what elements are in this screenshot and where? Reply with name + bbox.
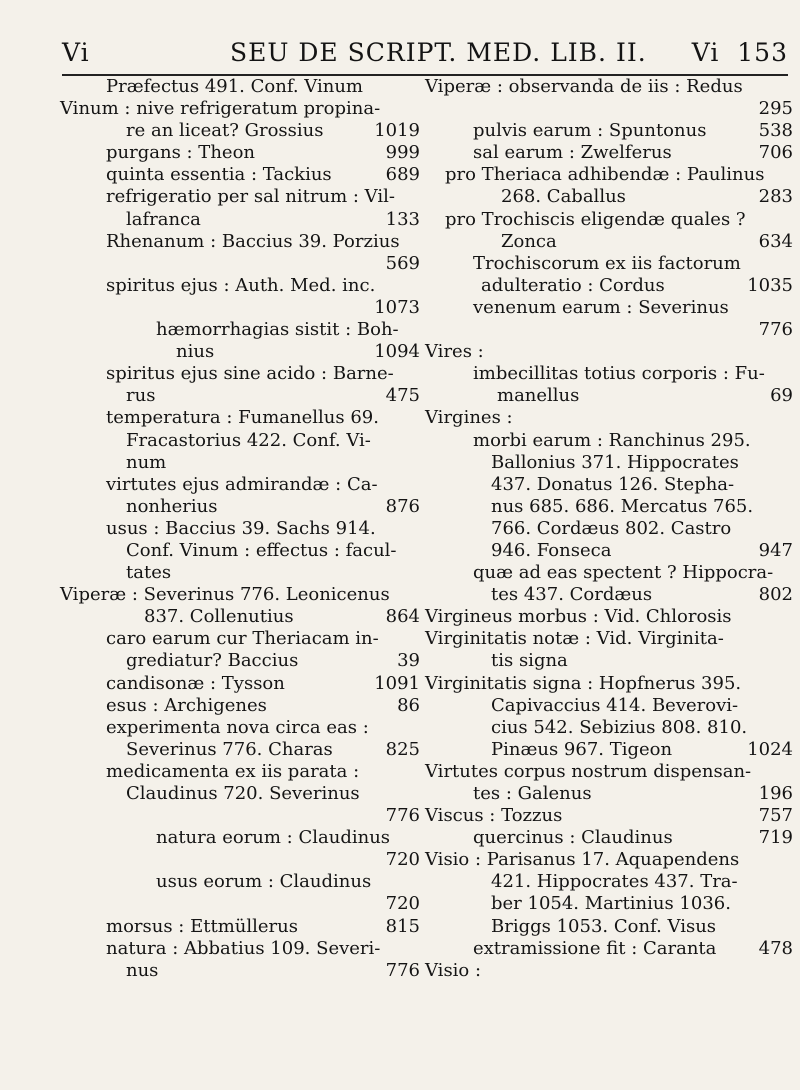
entry-text: Conf. Vinum : effectus : facul- (126, 539, 397, 561)
index-line (60, 275, 420, 297)
index-line (60, 363, 420, 385)
index-line (425, 871, 793, 893)
entry-text: Viperæ : observanda de iis : Redus (425, 76, 743, 97)
index-line (425, 960, 793, 982)
index-line (425, 209, 793, 231)
entry-text: Viscus : Tozzus (425, 805, 563, 827)
entry-text: num (126, 451, 167, 473)
entry-text: Severinus 776. Charas (126, 738, 333, 760)
index-line (425, 452, 793, 474)
entry-text: Præfectus 491. Conf. Vinum (106, 76, 363, 97)
entry-text: Capivaccius 414. Beverovi- (491, 694, 739, 716)
entry-page-ref: 295 (758, 98, 793, 120)
index-line (60, 164, 420, 186)
index-line (425, 319, 793, 341)
index-line (425, 673, 793, 695)
entry-page-ref: 478 (758, 937, 793, 959)
index-line (425, 231, 793, 253)
index-line (60, 827, 420, 849)
entry-text: tes : Galenus (473, 783, 592, 804)
entry-text: Rhenanum : Baccius 39. Porzius (106, 230, 400, 252)
index-line (60, 562, 420, 584)
index-line (425, 717, 793, 739)
entry-text: medicamenta ex iis parata : (106, 760, 360, 782)
entry-text: spiritus ejus : Auth. Med. inc. (106, 274, 376, 296)
entry-page-ref: 283 (758, 186, 793, 208)
index-line (60, 783, 420, 805)
index-line (60, 518, 420, 540)
index-line (60, 849, 420, 871)
index-line (425, 805, 793, 827)
entry-text: morsus : Ettmüllerus (106, 915, 298, 937)
entry-page-ref: 720 (385, 893, 420, 915)
index-line (60, 761, 420, 783)
entry-page-ref: 876 (385, 495, 420, 517)
index-line (60, 98, 420, 120)
index-line (425, 385, 793, 407)
entry-text: refrigeratio per sal nitrum : Vil- (106, 186, 395, 208)
entry-text: adulteratio : Cordus (481, 274, 665, 296)
entry-page-ref: 719 (758, 827, 793, 849)
index-line (425, 916, 793, 938)
index-line (60, 319, 420, 341)
entry-text: manellus (497, 385, 580, 407)
entry-page-ref: 706 (758, 142, 793, 164)
index-line (425, 827, 793, 849)
entry-text: natura eorum : Claudinus (156, 827, 391, 849)
entry-text: Trochiscorum ex iis factorum (473, 252, 741, 274)
entry-text: spiritus ejus sine acido : Barne- (106, 363, 394, 385)
index-line (425, 164, 793, 186)
index-line (425, 363, 793, 385)
index-line (60, 540, 420, 562)
entry-text: 421. Hippocrates 437. Tra- (491, 871, 738, 893)
entry-text: nonherius (126, 495, 218, 517)
index-line (60, 739, 420, 761)
index-line (425, 739, 793, 761)
entry-text: Visio : Parisanus 17. Aquapendens (425, 849, 740, 871)
entry-page-ref: 569 (385, 252, 420, 274)
entry-page-ref: 86 (397, 694, 420, 716)
header-right-letter: Vi (691, 38, 720, 67)
index-line (60, 938, 420, 960)
entry-text: hæmorrhagias sistit : Boh- (156, 319, 399, 341)
entry-text: Virtutes corpus nostrum dispensan- (425, 760, 752, 782)
index-line (425, 761, 793, 783)
index-line (425, 253, 793, 275)
entry-page-ref: 1094 (374, 341, 420, 363)
entry-page-ref: 1073 (374, 296, 420, 318)
entry-text: Virgineus morbus : Vid. Chlorosis (425, 606, 732, 628)
entry-page-ref: 802 (758, 584, 793, 606)
index-line (60, 452, 420, 474)
index-line (425, 120, 793, 142)
entry-text: lafranca (126, 208, 201, 230)
index-line (60, 186, 420, 208)
index-line (60, 430, 420, 452)
entry-text: pro Theriaca adhibendæ : Paulinus (445, 164, 765, 186)
entry-text: extramissione fit : Caranta (473, 937, 717, 959)
entry-page-ref: 475 (385, 385, 420, 407)
page-number: 153 (737, 38, 788, 67)
index-line (425, 849, 793, 871)
index-line (60, 871, 420, 893)
index-line (425, 430, 793, 452)
entry-page-ref: 634 (758, 230, 793, 252)
index-line (425, 650, 793, 672)
entry-text: quæ ad eas spectent ? Hippocra- (473, 562, 774, 584)
header-title: SEU DE SCRIPT. MED. LIB. II. (230, 38, 647, 67)
entry-text: esus : Archigenes (106, 694, 267, 716)
entry-text: 268. Caballus (501, 186, 626, 208)
index-line (60, 231, 420, 253)
entry-text: Virginitatis signa : Hopfnerus 395. (425, 672, 742, 694)
entry-text: nius (176, 341, 215, 363)
entry-text: morbi earum : Ranchinus 295. (473, 429, 751, 451)
entry-page-ref: 947 (758, 539, 793, 561)
entry-text: Visio : (425, 959, 482, 981)
entry-text: re an liceat? Grossius (126, 120, 324, 142)
index-line (60, 297, 420, 319)
entry-text: usus eorum : Claudinus (156, 871, 372, 893)
entry-text: nus (126, 959, 159, 981)
entry-text: Vires : (425, 341, 484, 363)
entry-text: imbecillitas totius corporis : Fu- (473, 363, 765, 385)
index-line (60, 76, 420, 98)
entry-page-ref: 196 (758, 783, 793, 804)
entry-text: purgans : Theon (106, 142, 255, 164)
entry-text: usus : Baccius 39. Sachs 914. (106, 517, 376, 539)
header-left-letter: Vi (62, 38, 90, 67)
index-line (60, 253, 420, 275)
entry-page-ref: 825 (385, 738, 420, 760)
entry-text: temperatura : Fumanellus 69. (106, 407, 379, 429)
entry-text: grediatur? Baccius (126, 650, 299, 672)
entry-text: pro Trochiscis eligendæ quales ? (445, 208, 746, 230)
index-line (425, 562, 793, 584)
entry-text: virtutes ejus admirandæ : Ca- (106, 473, 378, 495)
index-line (60, 673, 420, 695)
entry-page-ref: 720 (385, 849, 420, 871)
entry-text: Virgines : (425, 407, 513, 429)
index-line (60, 120, 420, 142)
index-line (60, 474, 420, 496)
index-line (425, 938, 793, 960)
entry-text: tes 437. Cordæus (491, 584, 653, 606)
entry-text: pulvis earum : Spuntonus (473, 120, 707, 142)
entry-page-ref: 689 (385, 164, 420, 186)
left-column (60, 76, 420, 982)
entry-text: ber 1054. Martinius 1036. (491, 893, 731, 915)
index-line (425, 695, 793, 717)
entry-page-ref: 864 (385, 606, 420, 628)
index-line (425, 496, 793, 518)
entry-page-ref: 1024 (747, 738, 793, 760)
index-line (60, 606, 420, 628)
header-right (692, 38, 788, 67)
index-line (425, 584, 793, 606)
index-line (425, 540, 793, 562)
entry-text: natura : Abbatius 109. Severi- (106, 937, 381, 959)
right-column (425, 76, 793, 982)
index-line (60, 717, 420, 739)
index-line (425, 606, 793, 628)
entry-page-ref: 69 (770, 385, 793, 407)
entry-text: venenum earum : Severinus (473, 296, 729, 318)
entry-page-ref: 1019 (374, 120, 420, 142)
index-line (60, 916, 420, 938)
entry-text: quercinus : Claudinus (473, 827, 673, 849)
index-line (60, 650, 420, 672)
entry-text: 437. Donatus 126. Stepha- (491, 473, 735, 495)
entry-text: Viperæ : Severinus 776. Leonicenus (60, 584, 390, 606)
index-line (425, 341, 793, 363)
entry-text: nus 685. 686. Mercatus 765. (491, 495, 754, 517)
entry-text: quinta essentia : Tackius (106, 164, 332, 186)
entry-page-ref: 815 (385, 915, 420, 937)
entry-text: Pinæus 967. Tigeon (491, 738, 673, 760)
index-line (425, 142, 793, 164)
index-line (60, 805, 420, 827)
entry-text: rus (126, 385, 156, 407)
index-line (60, 695, 420, 717)
entry-text: tates (126, 562, 172, 584)
entry-text: Briggs 1053. Conf. Visus (491, 915, 717, 937)
entry-text: cius 542. Sebizius 808. 810. (491, 716, 748, 738)
entry-page-ref: 538 (758, 120, 793, 142)
index-line (425, 186, 793, 208)
entry-text: Virginitatis notæ : Vid. Virginita- (425, 628, 724, 650)
index-line (425, 628, 793, 650)
index-line (425, 76, 793, 98)
index-line (425, 407, 793, 429)
entry-text: tis signa (491, 650, 568, 672)
index-line (60, 893, 420, 915)
entry-page-ref: 776 (385, 805, 420, 827)
entry-text: Zonca (501, 230, 557, 252)
entry-text: 766. Cordæus 802. Castro (491, 517, 732, 539)
index-line (60, 142, 420, 164)
running-header (62, 38, 788, 72)
index-line (60, 960, 420, 982)
entry-page-ref: 39 (397, 650, 420, 672)
entry-text: experimenta nova circa eas : (106, 716, 369, 738)
entry-text: sal earum : Zwelferus (473, 142, 672, 164)
entry-page-ref: 1035 (747, 274, 793, 296)
entry-page-ref: 757 (758, 805, 793, 827)
index-line (60, 209, 420, 231)
entry-page-ref: 776 (385, 959, 420, 981)
entry-text: caro earum cur Theriacam in- (106, 628, 379, 650)
index-line (60, 628, 420, 650)
index-line (425, 474, 793, 496)
entry-page-ref: 999 (385, 142, 420, 164)
entry-text: 946. Fonseca (491, 539, 612, 561)
index-line (60, 385, 420, 407)
index-line (425, 98, 793, 120)
index-line (425, 518, 793, 540)
index-line (425, 893, 793, 915)
entry-text: Vinum : nive refrigeratum propina- (60, 98, 381, 120)
entry-page-ref: 776 (758, 319, 793, 341)
index-line (60, 496, 420, 518)
entry-text: Claudinus 720. Severinus (126, 783, 360, 804)
entry-text: Fracastorius 422. Conf. Vi- (126, 429, 371, 451)
index-line (425, 275, 793, 297)
index-line (60, 584, 420, 606)
index-line (60, 341, 420, 363)
entry-text: 837. Collenutius (144, 606, 294, 628)
entry-text: Ballonius 371. Hippocrates (491, 451, 739, 473)
entry-page-ref: 1091 (374, 672, 420, 694)
index-line (425, 783, 793, 805)
entry-page-ref: 133 (385, 208, 420, 230)
index-line (60, 407, 420, 429)
index-line (425, 297, 793, 319)
entry-text: candisonæ : Tysson (106, 672, 285, 694)
